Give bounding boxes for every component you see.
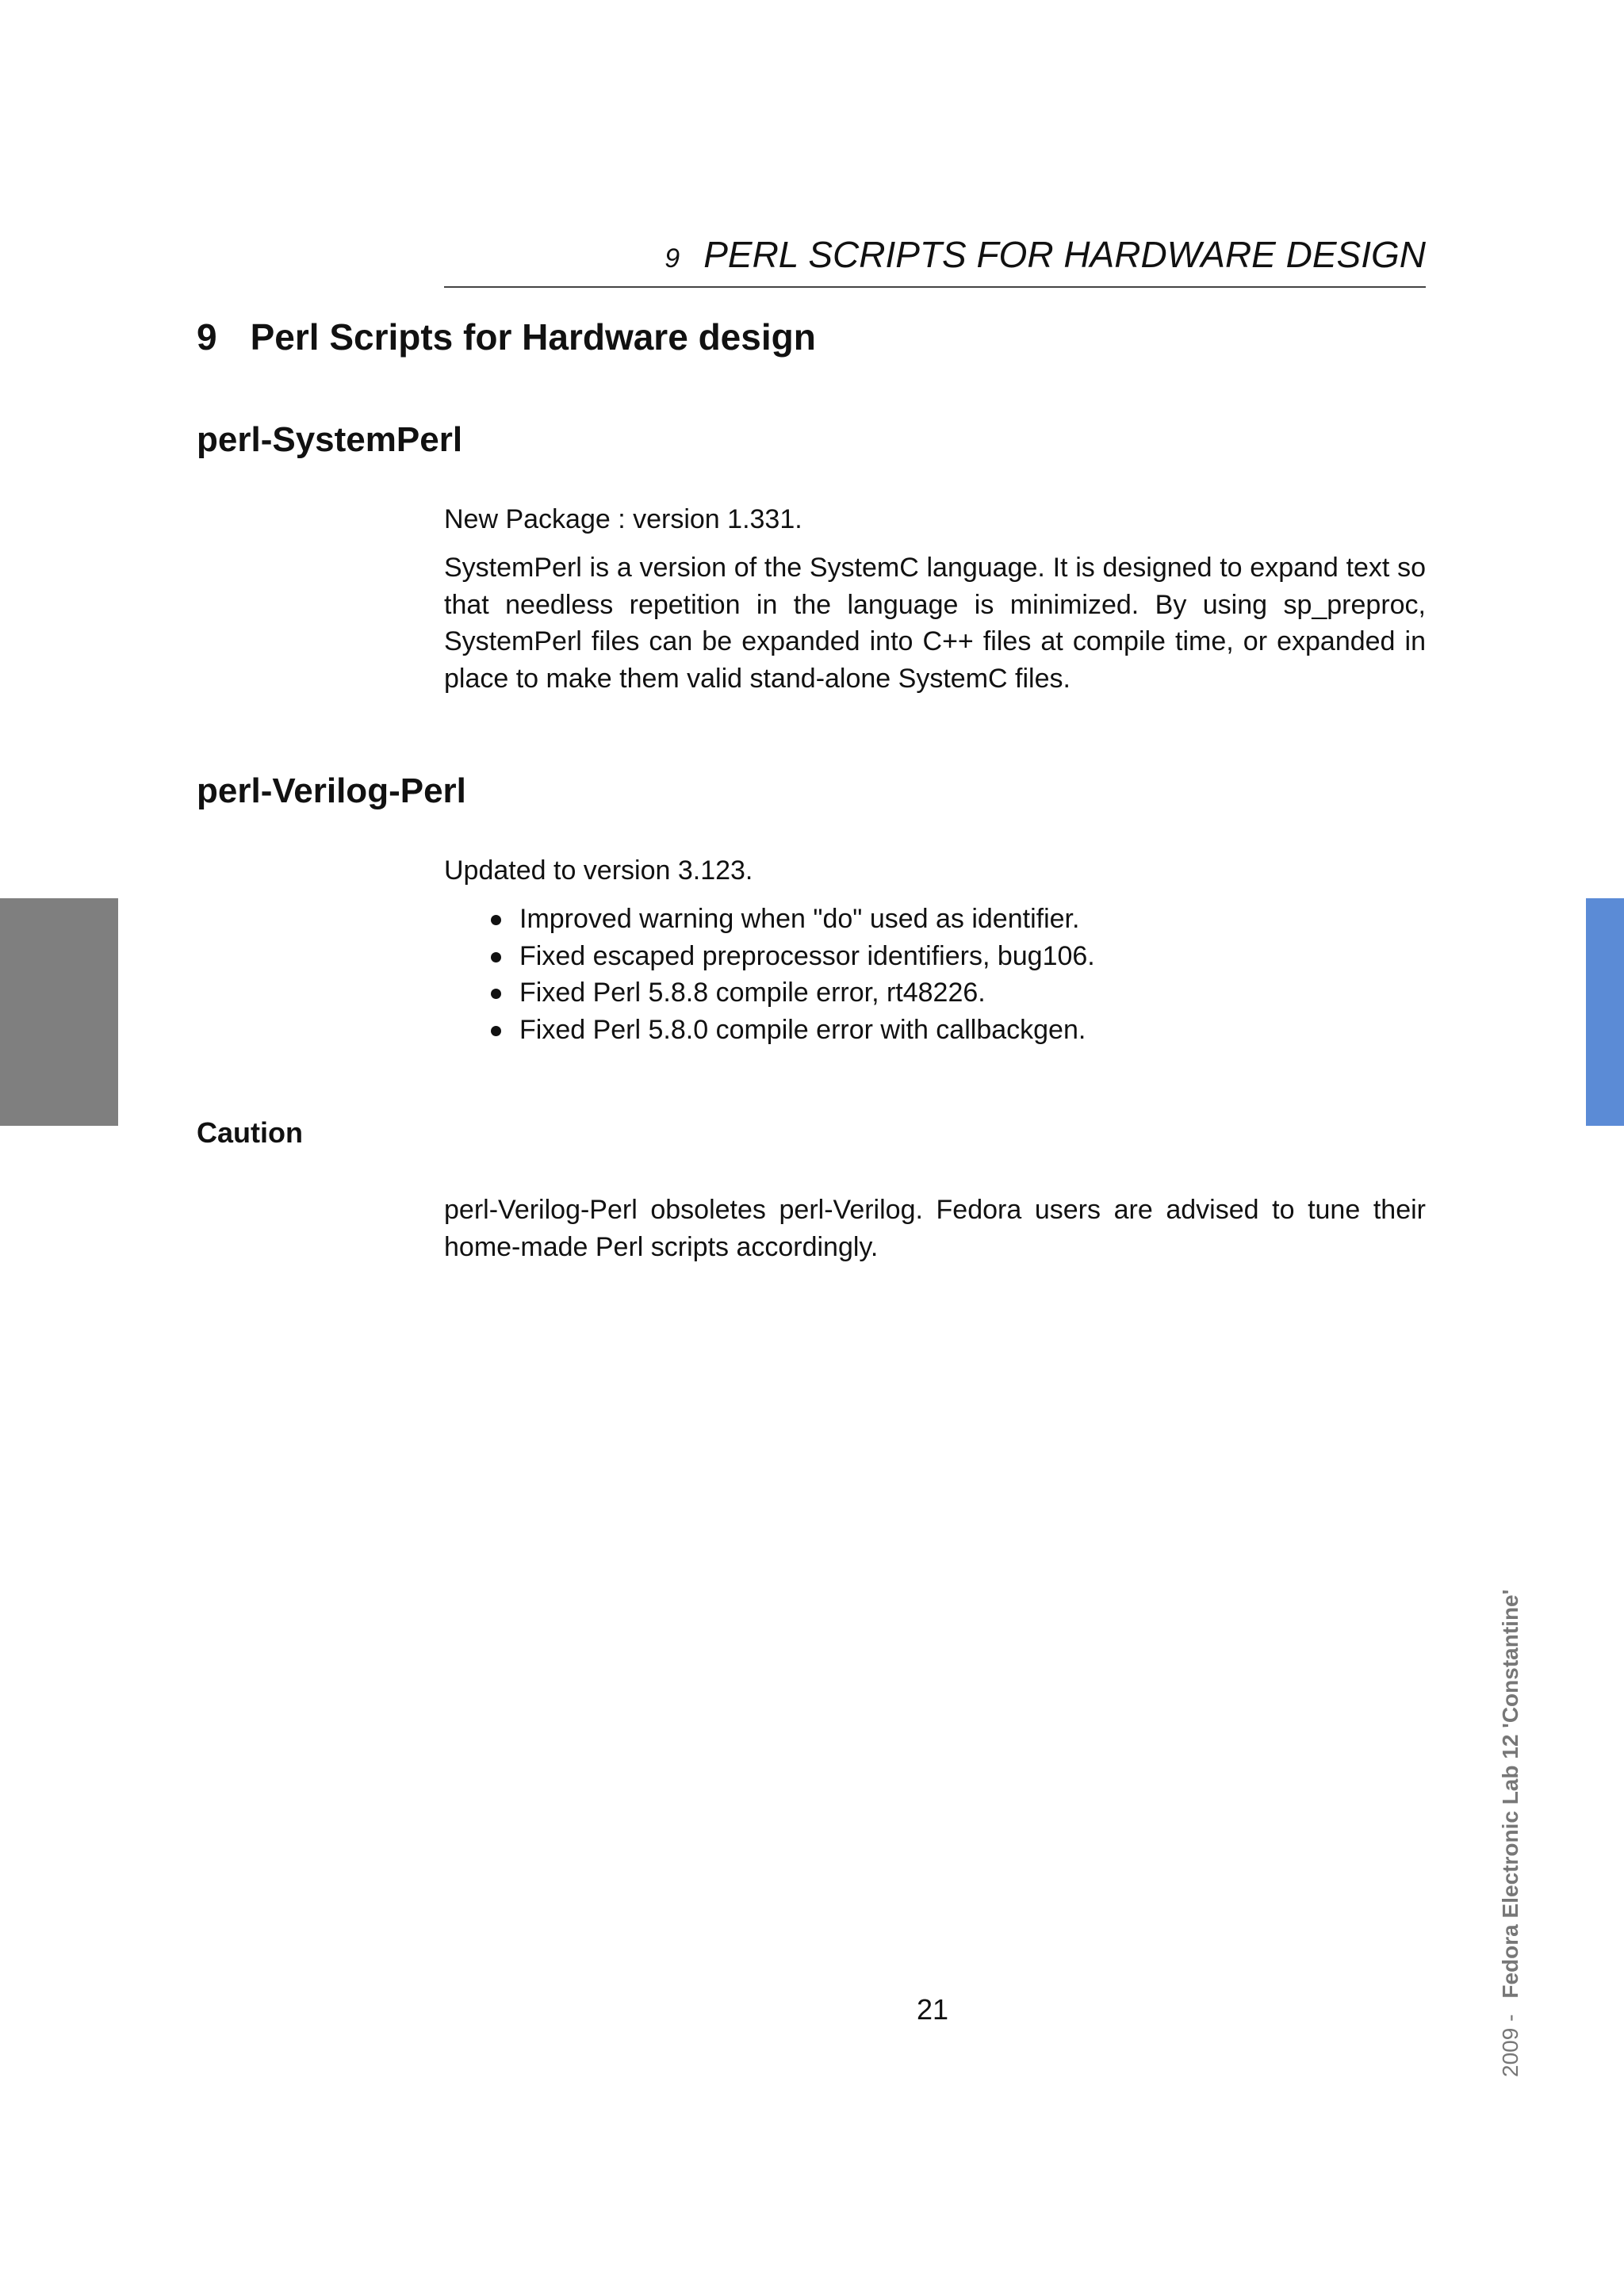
right-thumb-tab <box>1586 898 1624 1126</box>
list-item <box>444 901 1426 938</box>
side-note-title: Fedora Electronic Lab 12 'Constantine' <box>1498 1589 1522 1999</box>
package-heading-systemperl: perl-SystemPerl <box>197 420 463 459</box>
list-item-text: Improved warning when "do" used as identifier. <box>519 904 1080 934</box>
package-heading-verilog-perl: perl-Verilog-Perl <box>197 771 466 810</box>
caution-text: perl-Verilog-Perl obsoletes perl-Verilog. Fedora users are advised to tune their home-made Perl scripts accordingly. <box>444 1195 1426 1262</box>
section-title: Perl Scripts for Hardware design <box>250 316 816 358</box>
package-status-verilog-perl: Updated to version 3.123. <box>444 855 753 886</box>
list-item <box>444 974 1426 1012</box>
side-note-year: 2009 - <box>1498 2014 1522 2077</box>
list-item <box>444 938 1426 975</box>
bullet-icon <box>491 952 501 962</box>
bullet-icon <box>491 1026 501 1036</box>
list-item-text: Fixed Perl 5.8.0 compile error with callbackgen. <box>519 1014 1086 1045</box>
list-item-text: Fixed Perl 5.8.8 compile error, rt48226. <box>519 978 986 1008</box>
caution-heading: Caution <box>197 1116 303 1149</box>
section-number: 9 <box>197 316 217 358</box>
header-chapter-number: 9 <box>665 243 680 274</box>
left-thumb-tab <box>0 898 118 1126</box>
section-heading <box>197 313 816 361</box>
page-number: 21 <box>916 1993 949 2026</box>
side-note <box>1495 1590 1526 2077</box>
package-description-systemperl: SystemPerl is a version of the SystemC language. It is designed to expand text so that needless repetition in the language is minimized. By using sp_preproc, SystemPerl files can be expanded into C++ files at compile time, or expanded in place to make them valid stand-alone SystemC files. <box>444 553 1426 694</box>
bullet-icon <box>491 989 501 999</box>
header-chapter-title: PERL SCRIPTS FOR HARDWARE DESIGN <box>703 234 1426 275</box>
changelog-list <box>444 901 1426 1048</box>
bullet-icon <box>491 915 501 925</box>
list-item <box>444 1012 1426 1049</box>
running-header <box>444 230 1426 288</box>
package-status-systemperl: New Package : version 1.331. <box>444 504 802 534</box>
list-item-text: Fixed escaped preprocessor identifiers, bug106. <box>519 940 1095 971</box>
